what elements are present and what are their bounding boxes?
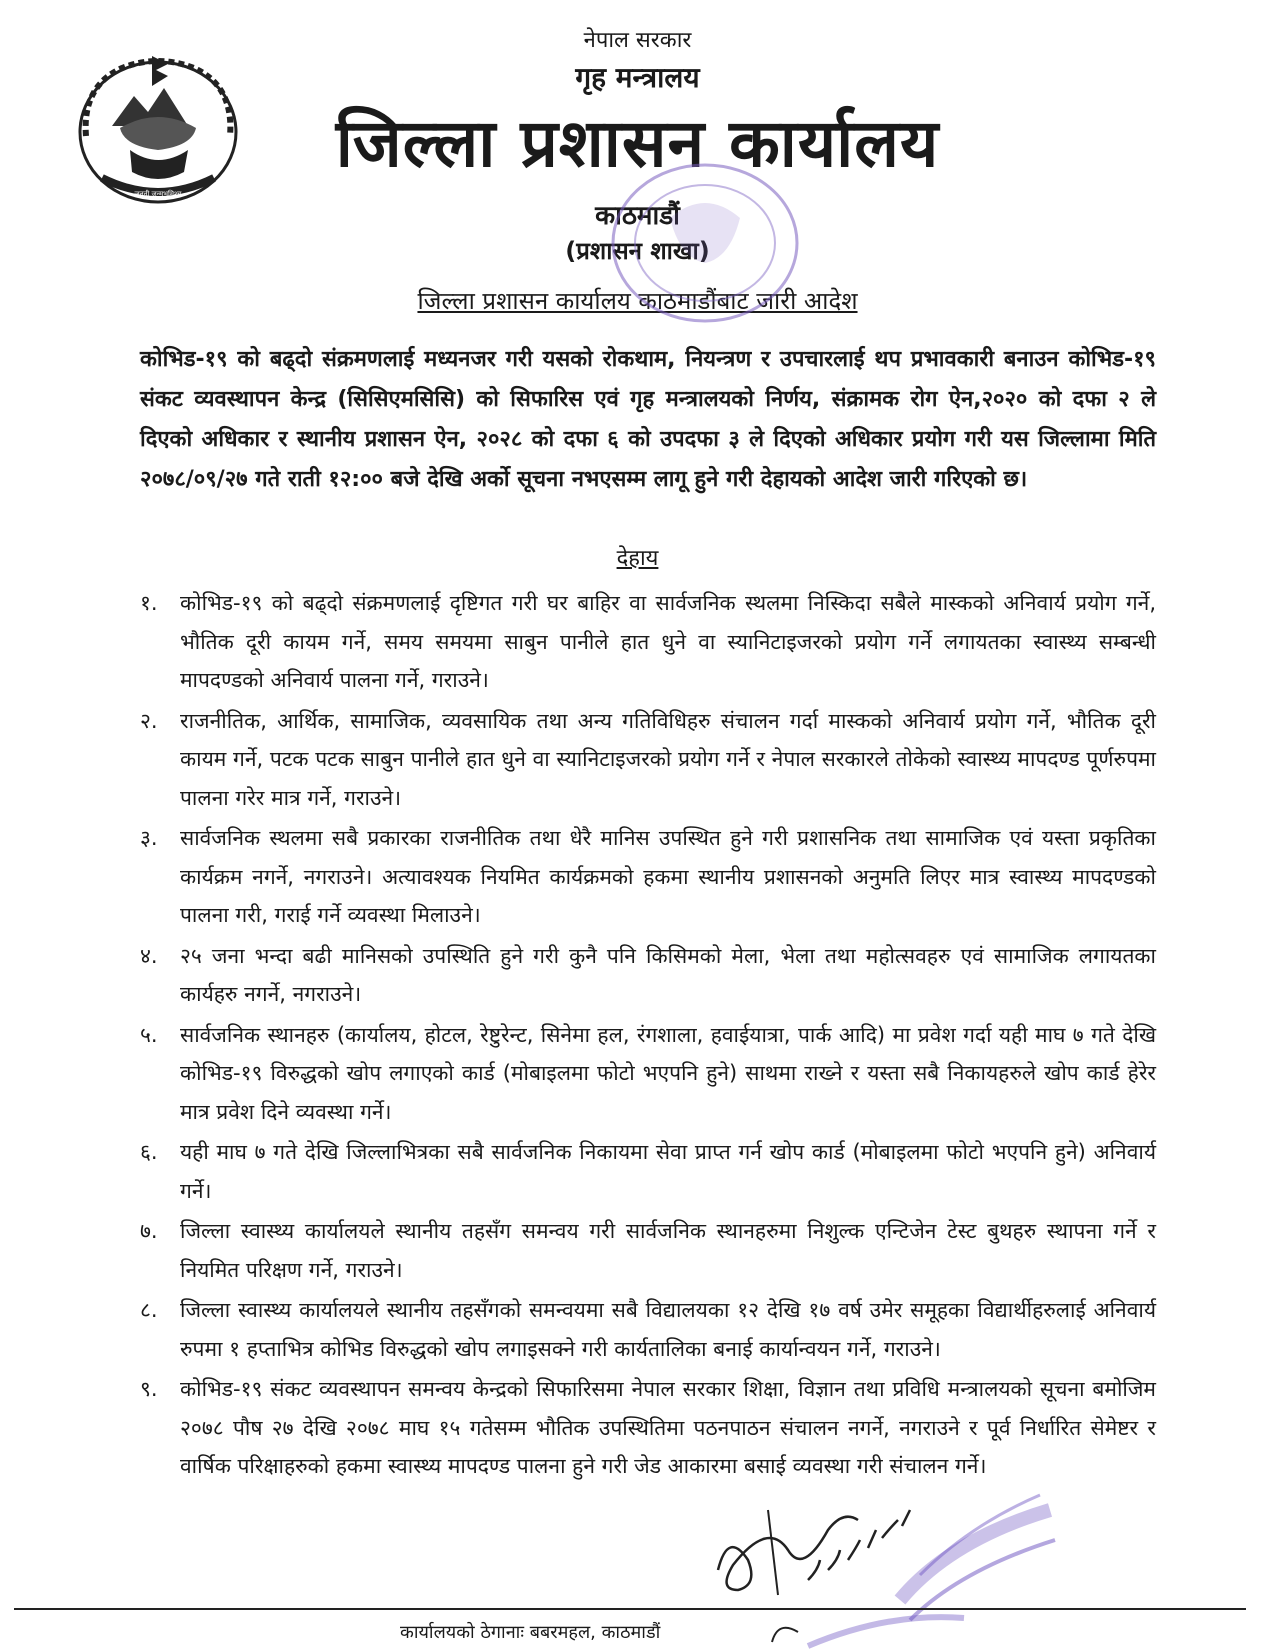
order-item [140, 1133, 1156, 1210]
order-items-list [140, 584, 1156, 1488]
item-text: जिल्ला स्वास्थ्य कार्यालयले स्थानीय तहसँगको समन्वयमा सबै विद्यालयका १२ देखि १७ वर्ष उमेर समूहका विद्यार्थीहरुलाई अनिवार्य रुपमा १ हप्ताभित्र कोभिड विरुद्धको खोप लगाइसक्ने गरी कार्यतालिका बनाई कार्यान्वयन गर्ने, गराउने। [180, 1298, 1156, 1361]
item-text: यही माघ ७ गते देखि जिल्लाभित्रका सबै सार्वजनिक निकायमा सेवा प्राप्त गर्न खोप कार्ड (मोबाइलमा फोटो भएपनि हुने) अनिवार्य गर्ने। [180, 1140, 1156, 1203]
intro-paragraph: कोभिड-१९ को बढ्दो संक्रमणलाई मध्यनजर गरी यसको रोकथाम, नियन्त्रण र उपचारलाई थप प्रभावकारी बनाउन कोभिड-१९ संकट व्यवस्थापन केन्द्र (सिसिएमसिसि) को सिफारिस एवं गृह मन्त्रालयको निर्णय, संक्रामक रोग ऐन,२०२० को दफा २ ले दिएको अधिकार र स्थानीय प्रशासन ऐन, २०२८ को दफा ६ को उपदफा ३ ले दिएको अधिकार प्रयोग गरी यस जिल्लामा मिति २०७८/०९/२७ गते राती १२:०० बजे देखि अर्को सूचना नभएसम्म लागू हुने गरी देहायको आदेश जारी गरिएको छ। [140, 347, 1156, 492]
order-item [140, 819, 1156, 935]
item-number: ९. [140, 1377, 158, 1401]
item-number: ६. [140, 1140, 158, 1164]
ministry-name: गृह मन्त्रालय [575, 61, 700, 94]
item-text: कोभिड-१९ को बढ्दो संक्रमणलाई दृष्टिगत गरी घर बाहिर वा सार्वजनिक स्थलमा निस्किदा सबैले मास्कको अनिवार्य प्रयोग गर्ने, भौतिक दूरी कायम गर्ने, समय समयमा साबुन पानीले हात धुने वा स्यानिटाइजरको प्रयोग गर्ने लगायतका स्वास्थ्य सम्बन्धी मापदण्डको अनिवार्य पालना गर्ने, गराउने। [180, 591, 1156, 692]
order-item [140, 937, 1156, 1014]
footer-stamp-icon [768, 1612, 968, 1650]
item-text: कोभिड-१९ संकट व्यवस्थापन समन्वय केन्द्रको सिफारिसमा नेपाल सरकार शिक्षा, विज्ञान तथा प्रविधि मन्त्रालयको सूचना बमोजिम २०७८ पौष २७ देखि २०७८ माघ १५ गतेसम्म भौतिक उपस्थितिमा पठनपाठन संचालन नगर्ने, नगराउने र पूर्व निर्धारित सेमेष्टर र वार्षिक परिक्षाहरुको हकमा स्वास्थ्य मापदण्ड पालना हुने गरी जेड आकारमा बसाई व्यवस्था गरी संचालन गर्ने। [180, 1377, 1156, 1478]
item-text: सार्वजनिक स्थलमा सबै प्रकारका राजनीतिक तथा धेरै मानिस उपस्थित हुने गरी प्रशासनिक तथा सामाजिक एवं यस्ता प्रकृतिका कार्यक्रम नगर्ने, नगराउने। अत्यावश्यक नियमित कार्यक्रमको हकमा स्थानीय प्रशासनको अनुमति लिएर मात्र स्वास्थ्य मापदण्डको पालना गरी, गराई गर्ने व्यवस्था मिलाउने। [180, 826, 1156, 927]
order-title-text: जिल्ला प्रशासन कार्यालय काठमाडौंबाट जारी आदेश [417, 287, 858, 315]
svg-text:जननी जन्मभूमिश्च: जननी जन्मभूमिश्च [134, 190, 182, 198]
city-name: काठमाडौं [595, 201, 680, 231]
item-text: राजनीतिक, आर्थिक, सामाजिक, व्यवसायिक तथा अन्य गतिविधिहरु संचालन गर्दा मास्कको अनिवार्य प्रयोग गर्ने, भौतिक दूरी कायम गर्ने, पटक पटक साबुन पानीले हात धुने वा स्यानिटाइजरको प्रयोग गर्ने र नेपाल सरकारले तोकेको स्वास्थ्य मापदण्ड पूर्णरुपमा पालना गरेर मात्र गर्ने, गराउने। [180, 708, 1156, 810]
office-address: कार्यालयको ठेगानाः बबरमहल, काठमाडौं [400, 1622, 661, 1643]
order-item [140, 584, 1156, 700]
branch-name: (प्रशासन शाखा) [565, 237, 710, 265]
office-title: जिल्ला प्रशासन कार्यालय [335, 105, 940, 182]
order-item [140, 1016, 1156, 1132]
government-name: नेपाल सरकार [583, 28, 692, 53]
item-number: ५. [140, 1022, 158, 1047]
item-number: ८. [140, 1298, 158, 1322]
order-item [140, 1370, 1156, 1486]
item-number: ७. [140, 1219, 158, 1243]
dehay-heading-text: देहाय [616, 546, 659, 571]
order-item [140, 1212, 1156, 1289]
order-item [140, 702, 1156, 818]
order-item [140, 1291, 1156, 1368]
item-text: जिल्ला स्वास्थ्य कार्यालयले स्थानीय तहसँग समन्वय गरी सार्वजनिक स्थानहरुमा निशुल्क एन्टिजेन टेस्ट बुथहरु स्थापना गर्ने र नियमित परिक्षण गर्ने, गराउने। [180, 1219, 1156, 1282]
dehay-heading [0, 542, 1275, 572]
item-number: १. [140, 591, 158, 615]
office-stamp-icon [600, 148, 810, 338]
item-text: सार्वजनिक स्थानहरु (कार्यालय, होटल, रेष्टुरेन्ट, सिनेमा हल, रंगशाला, हवाईयात्रा, पार्क आदि) मा प्रवेश गर्दा यही माघ ७ गते देखि कोभिड-१९ विरुद्धको खोप लगाएको कार्ड (मोबाइलमा फोटो भएपनि हुने) साथमा राख्ने र यस्ता सबै निकायहरुले खोप कार्ड हेरेर मात्र प्रवेश दिने व्यवस्था गर्ने। [180, 1022, 1156, 1124]
item-text: २५ जना भन्दा बढी मानिसको उपस्थिति हुने गरी कुनै पनि किसिमको मेला, भेला तथा महोत्सवहरु एवं सामाजिक लगायतका कार्यहरु नगर्ने, नगराउने। [180, 943, 1156, 1006]
footer-divider [14, 1608, 1246, 1610]
item-number: २. [140, 708, 158, 733]
item-number: ३. [140, 826, 158, 850]
item-number: ४. [140, 943, 158, 968]
